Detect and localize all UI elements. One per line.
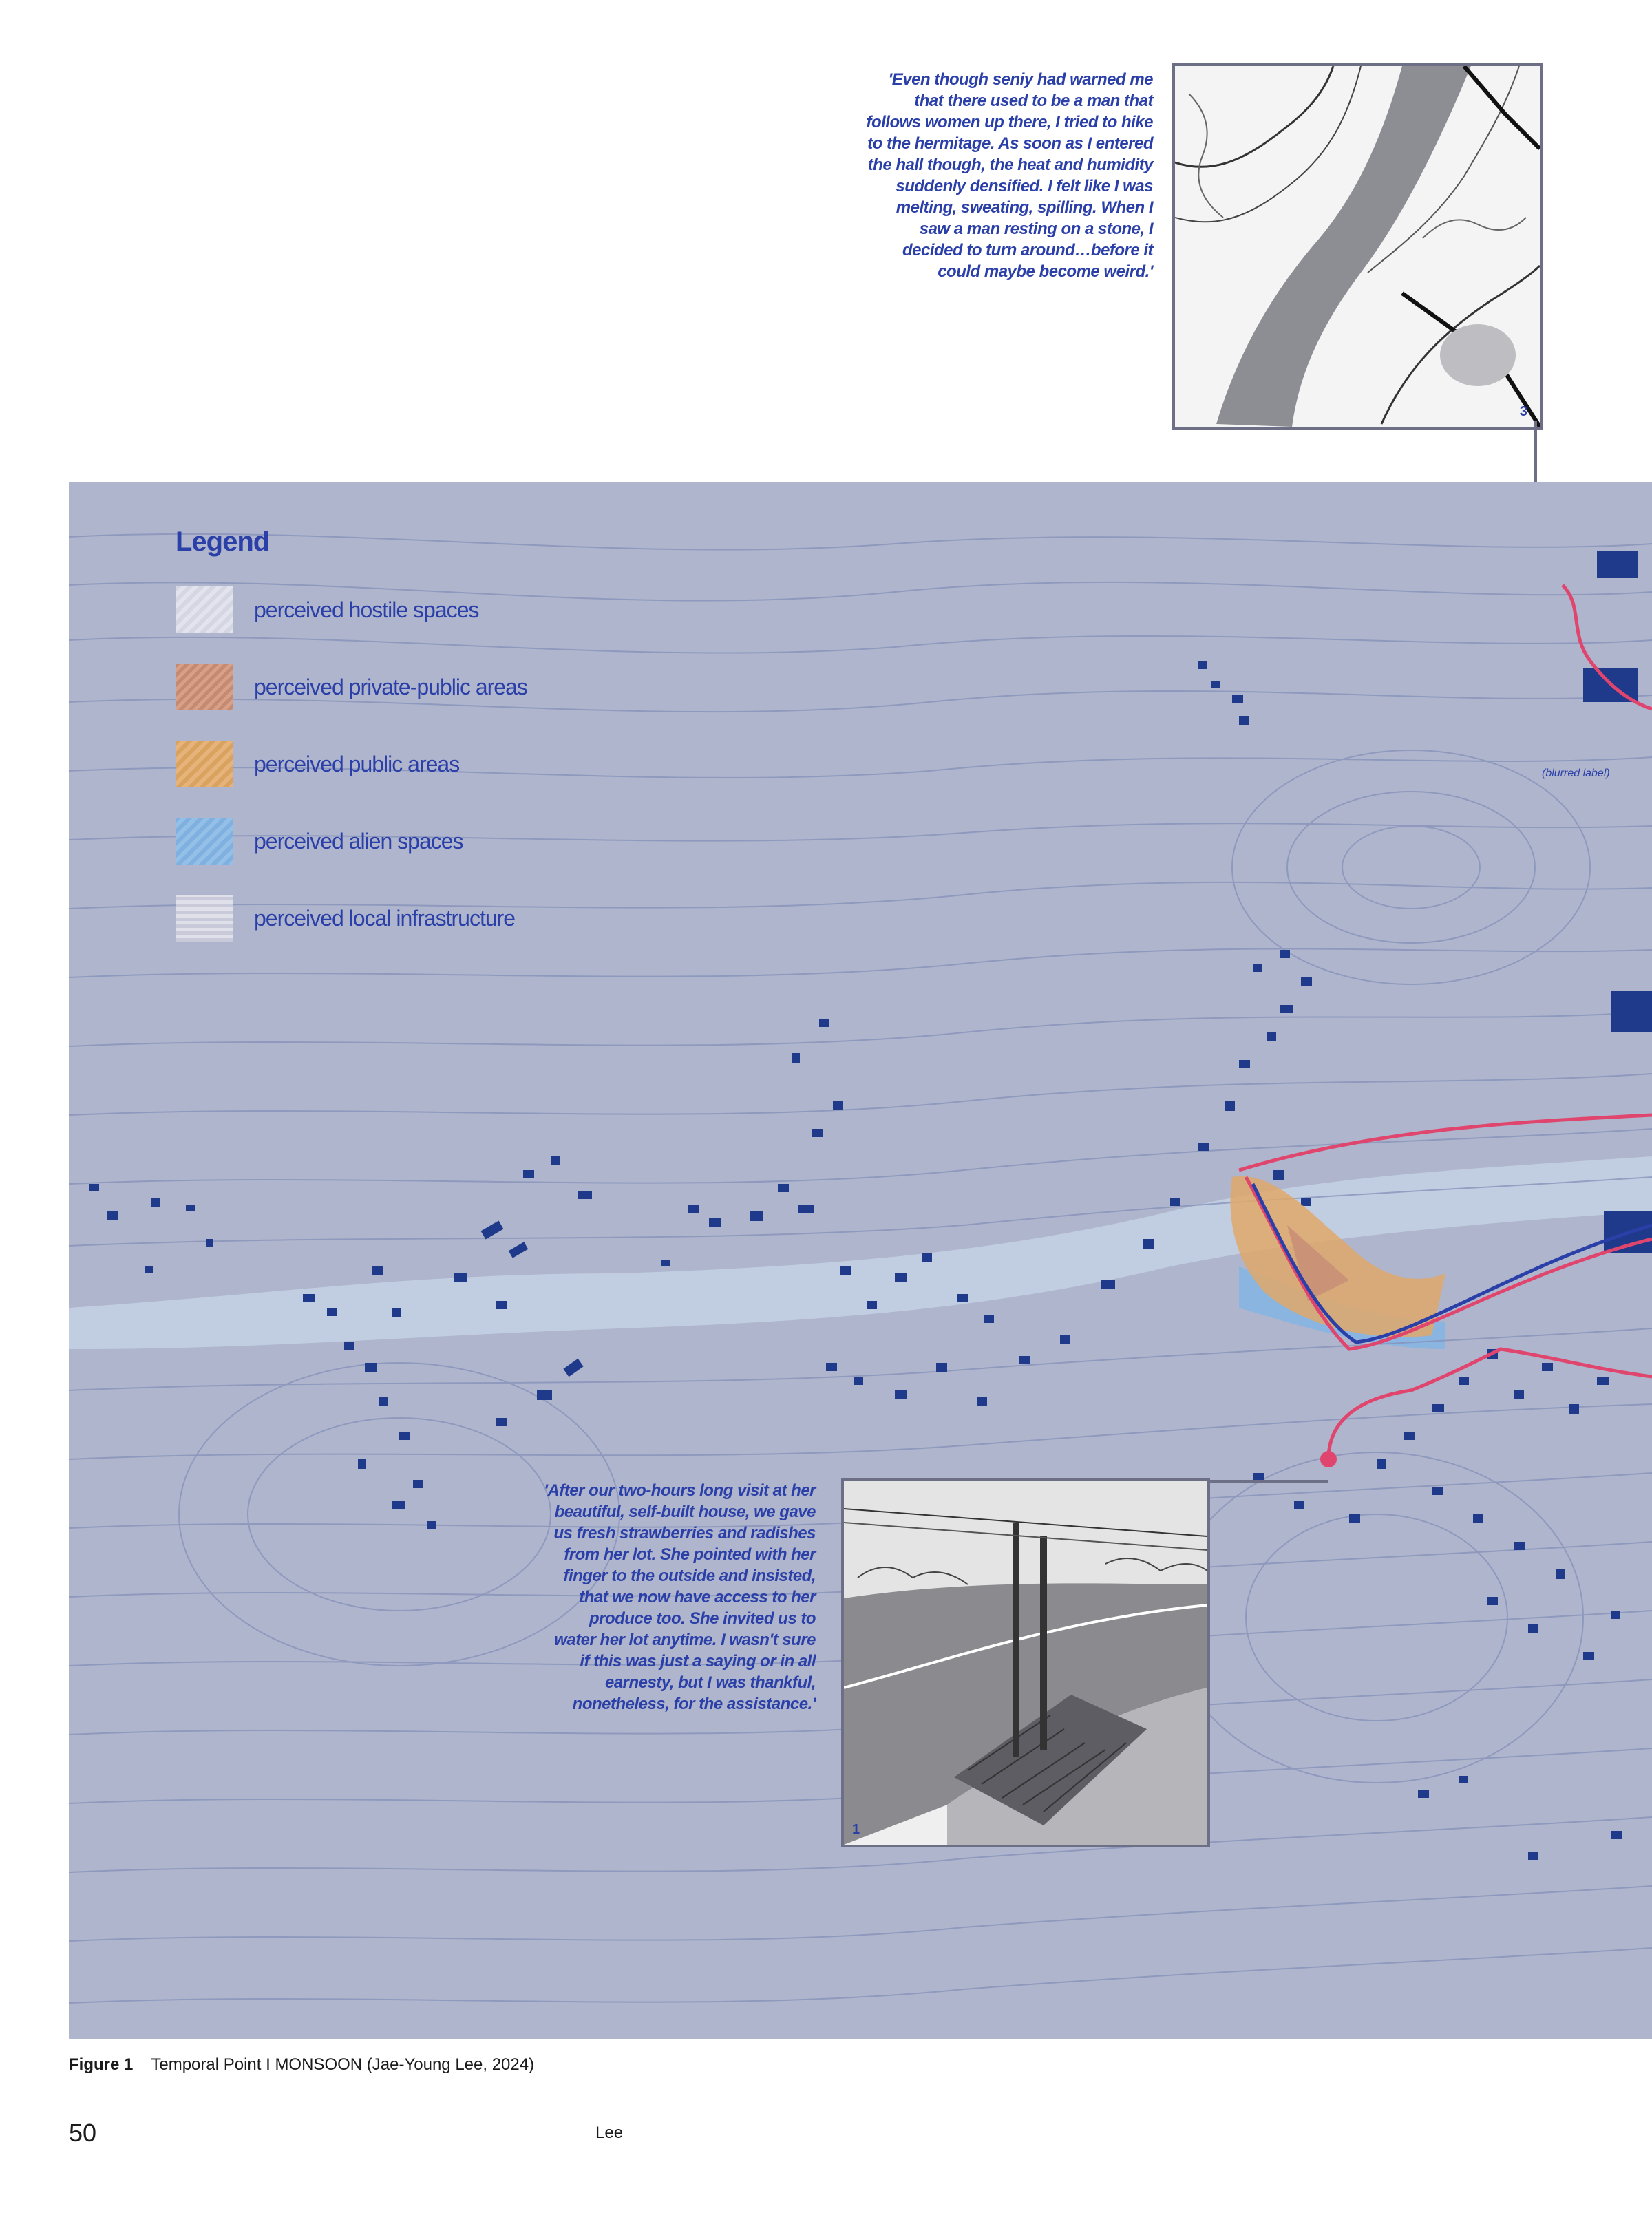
sketch-top-drawing	[1175, 66, 1540, 427]
legend-label: perceived public areas	[254, 751, 460, 776]
running-author: Lee	[595, 2123, 624, 2142]
figure-caption-text: Temporal Point I MONSOON (Jae-Young Lee, 2024)	[151, 2055, 535, 2074]
legend-title: Legend	[176, 527, 270, 557]
legend-label: perceived private-public areas	[254, 674, 527, 699]
legend-label: perceived local infrastructure	[254, 905, 516, 931]
map-place-label: (blurred label)	[1542, 767, 1610, 779]
legend-swatch-infrastructure	[176, 895, 233, 942]
legend-label: perceived alien spaces	[254, 828, 463, 854]
figure-caption	[69, 2055, 534, 2075]
legend-swatch-alien	[176, 818, 233, 865]
legend-label: perceived hostile spaces	[254, 597, 479, 622]
legend-item-private-public	[176, 659, 527, 714]
legend-item-infrastructure	[176, 891, 527, 946]
sketch-bottom-number: 1	[852, 1822, 860, 1837]
sketch-top	[1172, 63, 1543, 430]
legend-item-public	[176, 736, 527, 792]
sketch-bottom-drawing	[844, 1481, 1207, 1845]
connector-bottom	[1205, 1480, 1328, 1483]
quote-top: 'Even though seniy had warned me that there used to be a man that follows women up there, I tried to hike to the hermitage. As soon as I entered the hall though, the heat and humidity suddenly densified. I felt like I was melting, sweating, spilling. When I saw a man resting on a stone, I decided to turn around…before it could maybe become weird.'	[866, 70, 1153, 281]
page-number: 50	[69, 2119, 97, 2147]
legend-swatch-hostile	[176, 586, 233, 633]
legend	[176, 527, 527, 968]
figure-label: Figure 1	[69, 2055, 134, 2074]
legend-swatch-private-public	[176, 664, 233, 710]
legend-item-hostile	[176, 582, 527, 637]
sketch-bottom	[841, 1478, 1210, 1847]
sketch-top-number: 3	[1519, 404, 1527, 419]
legend-swatch-public	[176, 741, 233, 787]
quote-bottom: 'After our two-hours long visit at her beautiful, self-built house, we gave us fresh strawberries and radishes from her lot. She pointed with her finger to the outside and insisted, that we now have access to her produce too. She invited us to water her lot anytime. I wasn't sure if this was just a saying or in all earnesty, but I was thankful, nonetheless, for the assistance.'	[544, 1481, 816, 1713]
legend-item-alien	[176, 814, 527, 869]
